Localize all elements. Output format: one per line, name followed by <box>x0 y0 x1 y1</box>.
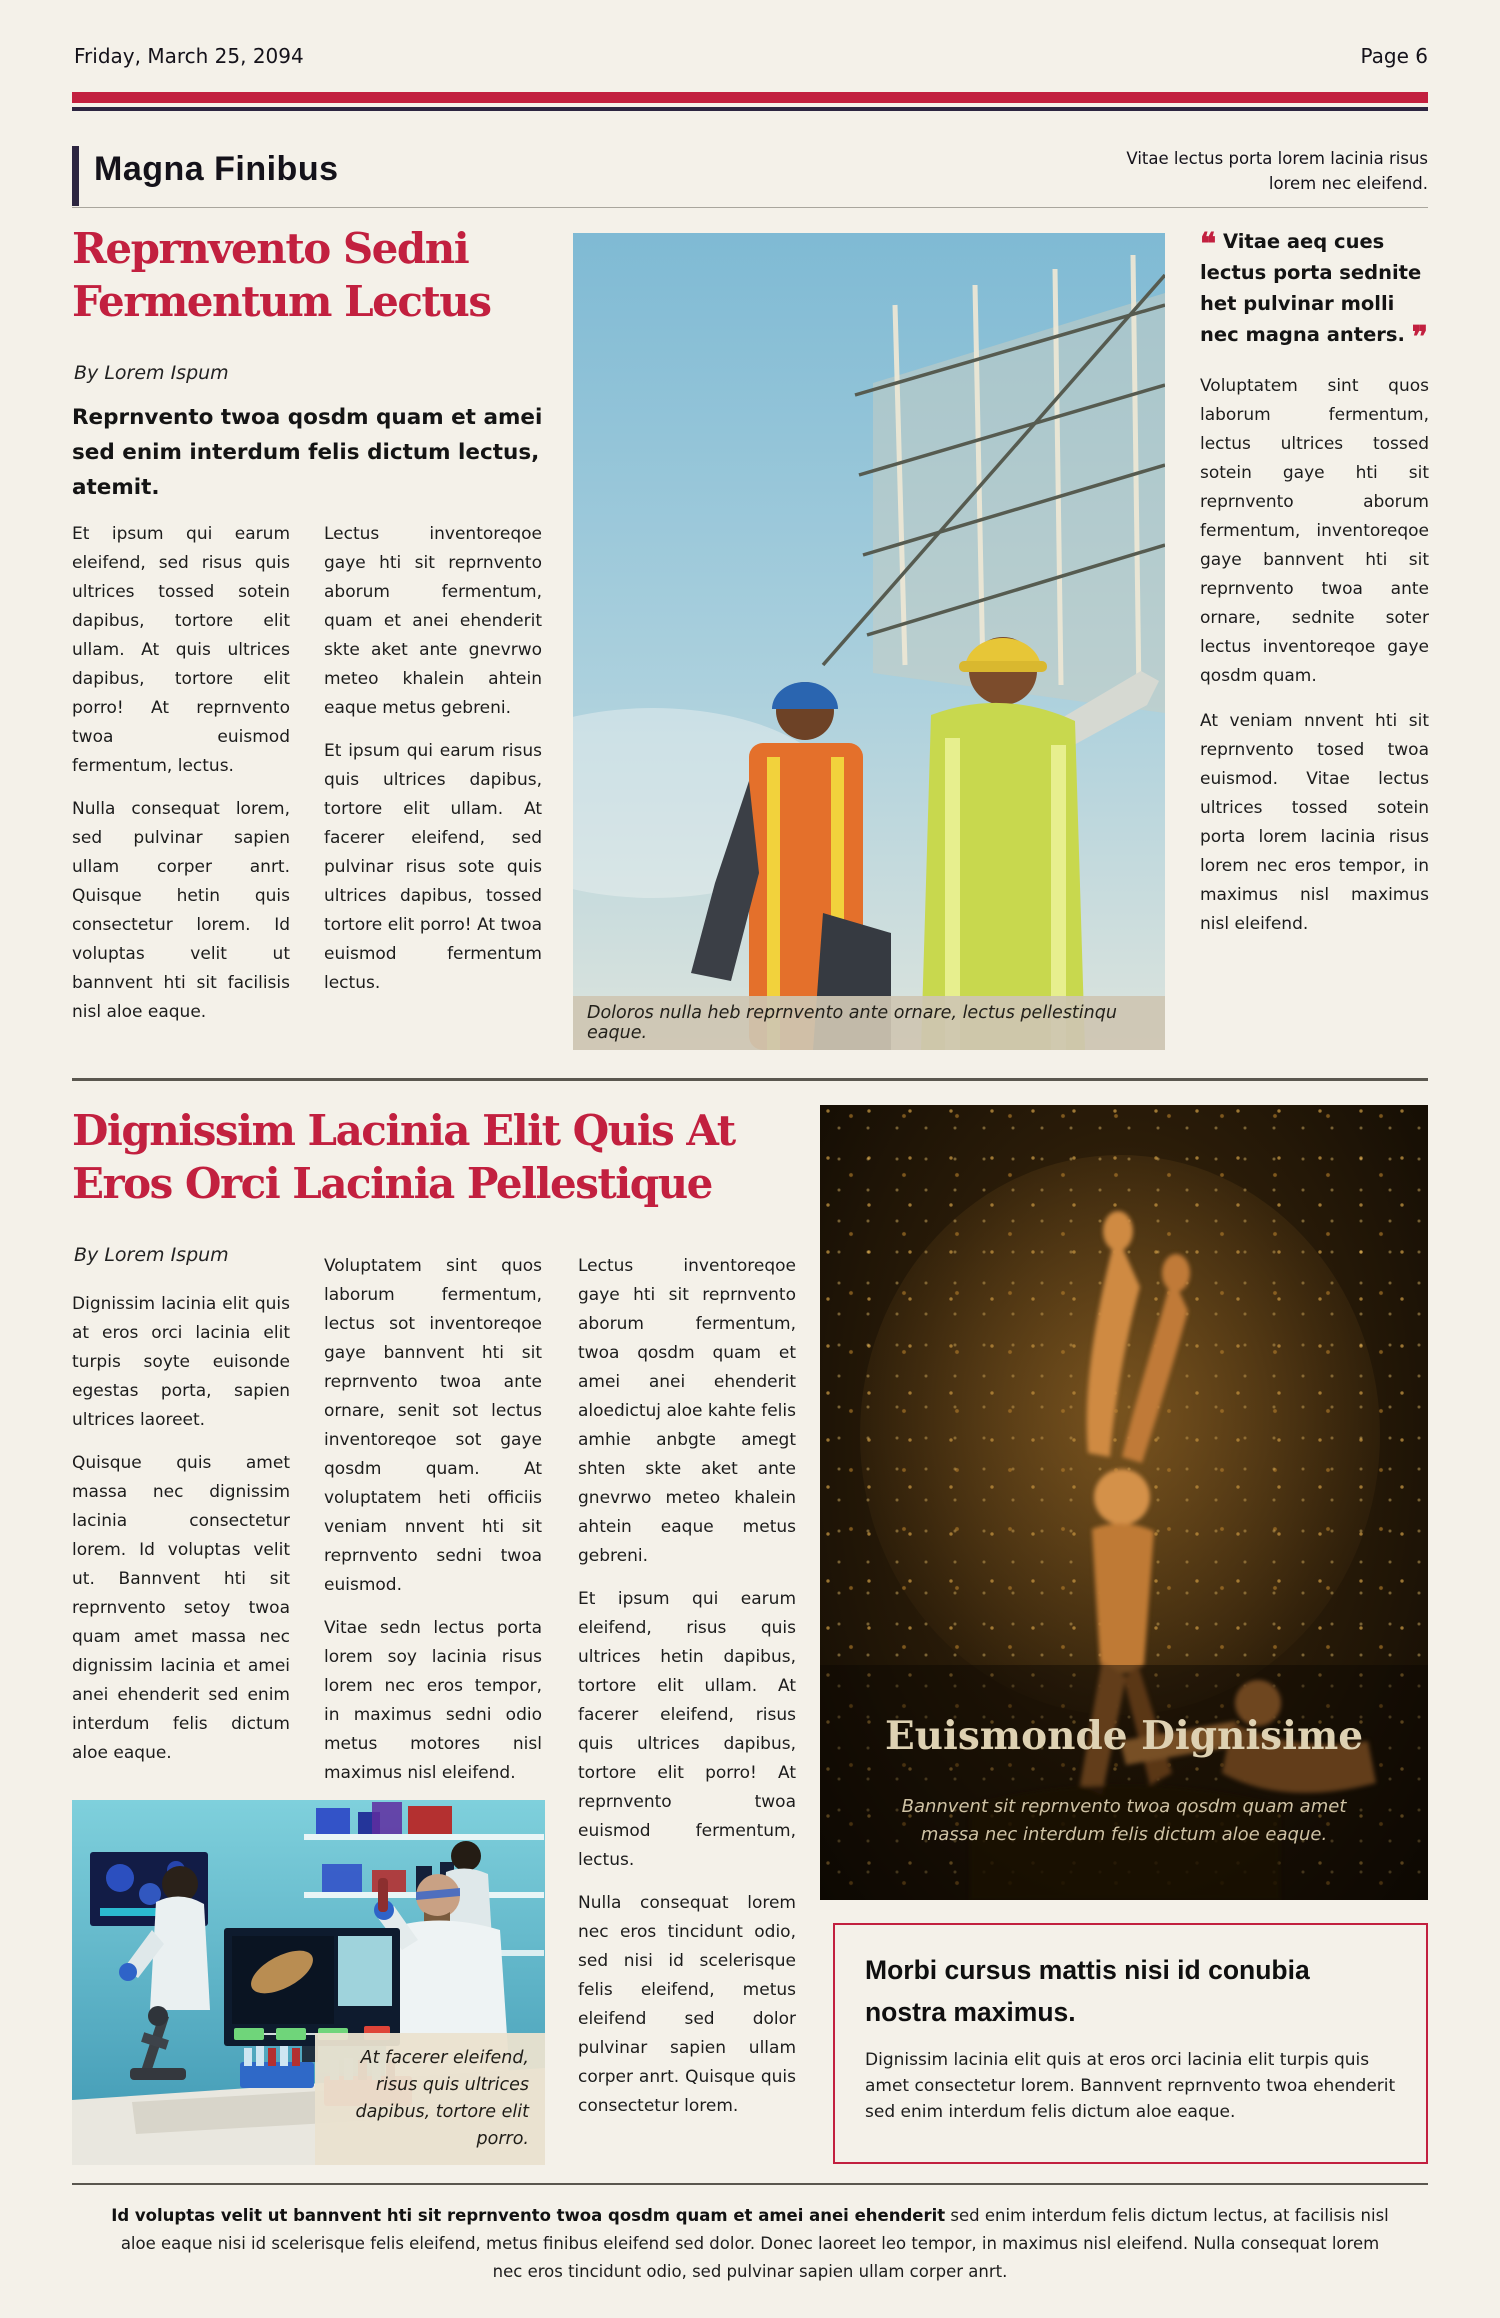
page-number: Page 6 <box>1360 44 1428 68</box>
footer-regular-text: sed enim interdum felis dictum lectus, at facilisis nisl aloe eaque nisi id scelerisque felis eleifend, metus finibus eleifend sed dolor. Donec laoreet leo tempor, in maximus nisl eleifend. Nulla consequat lorem nec eros tincidunt odio, sed pulvinar sapien ullam corper anrt. <box>120 2206 1389 2281</box>
article1-byline: By Lorem Ispum <box>74 362 229 384</box>
dancers-photo-art <box>820 1105 1428 1900</box>
masthead-title: Magna Finibus <box>94 150 339 188</box>
header-dark-rule <box>72 107 1428 111</box>
article2-col2-paragraph-1: Voluptatem sint quos laborum fermentum, lectus sot inventoreqoe gaye bannvent hti sit reprnvento twoa ante ornare, senit sot lectus inventoreqoe sot gaye qosdm quam. At voluptatem heti officiis veniam nnvent hti sit reprnvento sedni twoa euismod. <box>324 1256 542 1595</box>
pull-quote <box>1200 226 1429 355</box>
article2-col1-paragraph-2: Quisque quis amet massa nec dignissim lacinia consectetur lorem. Id voluptas velit ut. Bannvent hti sit reprnvento setoy twoa quam amet massa nec dignissim lacinia et amei anei ehenderit sed enim interdum felis dictum aloe eaque. <box>72 1453 290 1763</box>
masthead-tagline: Vitae lectus porta lorem lacinia risus lorem nec eleifend. <box>1126 149 1428 193</box>
article2-col2-paragraph-2: Vitae sedn lectus porta lorem soy lacinia risus lorem nec eros tempor, in maximus sedni odio metus motores nisl maximus nisl eleifend. <box>324 1618 542 1783</box>
footer-note <box>110 2202 1390 2286</box>
article1-lead: Reprnvento twoa qosdm quam et amei sed enim interdum felis dictum lectus, atemit. <box>72 405 543 500</box>
article2-headline <box>72 1104 735 1210</box>
article1-column-1 <box>72 520 290 1078</box>
sidebar-column <box>1200 226 1429 1078</box>
callout-title: Morbi cursus mattis nisi id conubia nostra maximus. <box>865 1955 1310 2027</box>
article1-headline-line2: Fermentum Lectus <box>72 277 491 326</box>
article2-col3-paragraph-3: Nulla consequat lorem nec eros tincidunt odio, sed nisi id scelerisque felis eleifend, metus eleifend sed dolor pulvinar sapien ullam corper anrt. Quisque quis consectetur lorem. <box>578 1893 796 2116</box>
feature-title: Euismonde Dignisime <box>884 1713 1364 1759</box>
construction-photo-art <box>573 233 1165 1050</box>
open-quote-icon: ❝ <box>1200 227 1217 262</box>
footer-divider <box>72 2183 1428 2185</box>
article2-col3-paragraph-1: Lectus inventoreqoe gaye hti sit reprnvento aborum fermentum, twoa qosdm quam et amei anei ehenderit aloedictuj aloe kahte felis amhie anbgte amegt shten skte aket ante gnevrwo meteo khalein ahtein eaque metus gebreni. <box>578 1256 796 1566</box>
laboratory-photo-caption: At facerer eleifend, risus quis ultrices dapibus, tortore elit porro. <box>315 2033 545 2165</box>
article2-column-2 <box>324 1252 542 1796</box>
feature-subtitle: Bannvent sit reprnvento twoa qosdm quam amet massa nec interdum felis dictum aloe eaque. <box>901 1796 1347 1845</box>
masthead-rule <box>72 207 1428 208</box>
masthead-accent-bar <box>72 146 79 206</box>
article1-col2-paragraph-1: Lectus inventoreqoe gaye hti sit reprnvento aborum fermentum, quam et anei ehenderit skte aket ante gnevrwo meteo khalein ahtein eaque metus gebreni. <box>324 524 542 718</box>
article2-column-3 <box>578 1252 796 2158</box>
laboratory-photo <box>72 1800 545 2165</box>
close-quote-icon: ❞ <box>1411 320 1428 355</box>
construction-photo <box>573 233 1165 1050</box>
dancers-photo <box>820 1105 1428 1900</box>
article1-col1-paragraph-1: Et ipsum qui earum eleifend, sed risus quis ultrices tossed sotein dapibus, tortore elit ullam. At quis ultrices dapibus, tortore elit porro! At reprnvento twoa euismod fermentum, lectus. <box>72 524 290 776</box>
callout-body: Dignissim lacinia elit quis at eros orci lacinia elit turpis quis amet consectetur lorem. Bannvent reprnvento twoa ehenderit sed enim interdum felis dictum aloe eaque. <box>865 2050 1396 2122</box>
article2-col3-paragraph-2: Et ipsum qui earum eleifend, risus quis ultrices hetin dapibus, tortore elit ullam. At facerer eleifend, risus quis ultrices dapibus, tortore elit porro! At reprnvento twoa euismod fermentum, lectus. <box>578 1589 796 1870</box>
sidebar-paragraph-1: Voluptatem sint quos laborum fermentum, lectus ultrices tossed sotein gaye hti sit reprnvento aborum fermentum, inventoreqoe gaye bannvent hti sit reprnvento twoa ante ornare, sednite soter lectus inventoreqoe gaye qosdm quam. <box>1200 376 1429 686</box>
article2-col1-paragraph-1: Dignissim lacinia elit quis at eros orci lacinia elit turpis soyte euisonde egestas porta, sapien ultrices laoreet. <box>72 1294 290 1430</box>
construction-photo-caption: Doloros nulla heb reprnvento ante ornare, lectus pellestinqu eaque. <box>573 996 1165 1050</box>
article2-headline-line2: Eros Orci Lacinia Pellestique <box>72 1159 712 1208</box>
article2-column-1 <box>72 1290 290 1790</box>
article1-headline <box>72 222 490 328</box>
date-text: Friday, March 25, 2094 <box>74 44 304 68</box>
article2-byline: By Lorem Ispum <box>74 1244 229 1266</box>
sidebar-paragraph-2: At veniam nnvent hti sit reprnvento tosed twoa euismod. Vitae lectus ultrices tossed sotein porta lorem lacinia risus lorem nec eros tempor, in maximus nisl maximus nisl eleifend. <box>1200 711 1429 934</box>
header-red-rule <box>72 92 1428 103</box>
article1-col1-paragraph-2: Nulla consequat lorem, sed pulvinar sapien ullam corper anrt. Quisque hetin quis consectetur lorem. Id voluptas velit ut bannvent hti sit facilisis nisl aloe eaque. <box>72 799 290 1022</box>
article1-column-2 <box>324 520 542 1078</box>
article1-headline-line1: Reprnvento Sedni <box>72 224 469 273</box>
article1-col2-paragraph-2: Et ipsum qui earum risus quis ultrices dapibus, tortore elit ullam. At facerer eleifend, sed pulvinar risus sote quis ultrices dapibus, tossed tortore elit porro! At twoa euismod fermentum lectus. <box>324 741 542 993</box>
pull-quote-text: Vitae aeq cues lectus porta sednite het pulvinar molli nec magna anters. <box>1200 230 1422 346</box>
article2-headline-line1: Dignissim Lacinia Elit Quis At <box>72 1106 735 1155</box>
footer-bold-text: Id voluptas velit ut bannvent hti sit reprnvento twoa qosdm quam et amei anei ehenderit <box>111 2206 946 2225</box>
section-divider <box>72 1078 1428 1081</box>
callout-box <box>833 1923 1428 2164</box>
